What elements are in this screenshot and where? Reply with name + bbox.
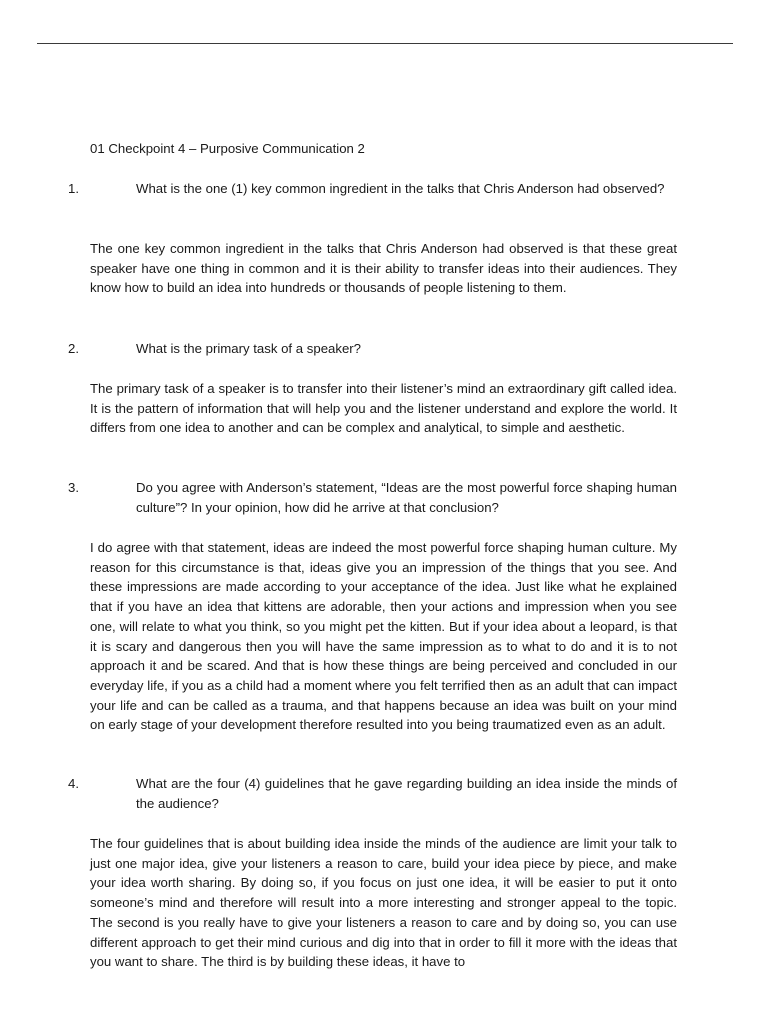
answer-paragraph: The one key common ingredient in the talks that Chris Anderson had observed is that these great speaker have one thing in common and it is their ability to transfer ideas into their audiences. They know how to build an idea into hundreds or thousands of people listening to them. <box>90 241 677 296</box>
question-text: What are the four (4) guidelines that he gave regarding building an idea inside the minds of the audience? <box>136 776 677 811</box>
question-text: What is the one (1) key common ingredient in the talks that Chris Anderson had observed? <box>136 181 665 196</box>
question-number: 3. <box>68 480 79 495</box>
document-title: 01 Checkpoint 4 – Purposive Communication 2 <box>90 141 365 156</box>
answer-paragraph: I do agree with that statement, ideas are indeed the most powerful force shaping human culture. My reason for this circumstance is that, ideas give you an impression of the things that you see. And these impressions are made according to your acceptance of the idea. Just like what he explained that if you have an idea that kittens are adorable, then your actions and impression when you see one, will relate to what you think, so you might pet the kitten. But if your idea about a leopard, is that it is scary and dangerous then you will have the same impression as to what to do and it is to not approach it and be scared. And that is how these things are being perceived and concluded in our everyday life, if you as a child had a moment where you felt terrified then as an adult that can impact your life and can be called as a trauma, and that happens because an idea was built on your mind on early stage of your development therefore resulted into you being traumatized even as an adult. <box>90 540 677 733</box>
answer-paragraph: The four guidelines that is about building idea inside the minds of the audience are limit your talk to just one major idea, give your listeners a reason to care, build your idea piece by piece, and make your idea worth sharing. By doing so, if you focus on just one idea, it will be easier to put it onto someone’s mind and therefore will result into a more interesting and stronger appeal to the topic. The second is you really have to give your listeners a reason to care and by doing so, you can use different approach to get their mind curious and dig into that in order to fill it more with the ideas that you want to share. The third is by building these ideas, it have to <box>90 836 677 970</box>
question-number: 2. <box>68 341 79 356</box>
question-text: What is the primary task of a speaker? <box>136 341 362 356</box>
question-number: 1. <box>68 181 79 196</box>
question-number: 4. <box>68 776 79 791</box>
answer-paragraph: The primary task of a speaker is to transfer into their listener’s mind an extraordinary gift called idea. It is the pattern of information that will help you and the listener understand and explore the world. It differs from one idea to another and can be complex and analytical, to simple and aesthetic. <box>90 381 677 436</box>
question-text: Do you agree with Anderson’s statement, “Ideas are the most powerful force shaping human culture”? In your opinion, how did he arrive at that conclusion? <box>136 480 677 515</box>
header-rule <box>37 43 733 44</box>
